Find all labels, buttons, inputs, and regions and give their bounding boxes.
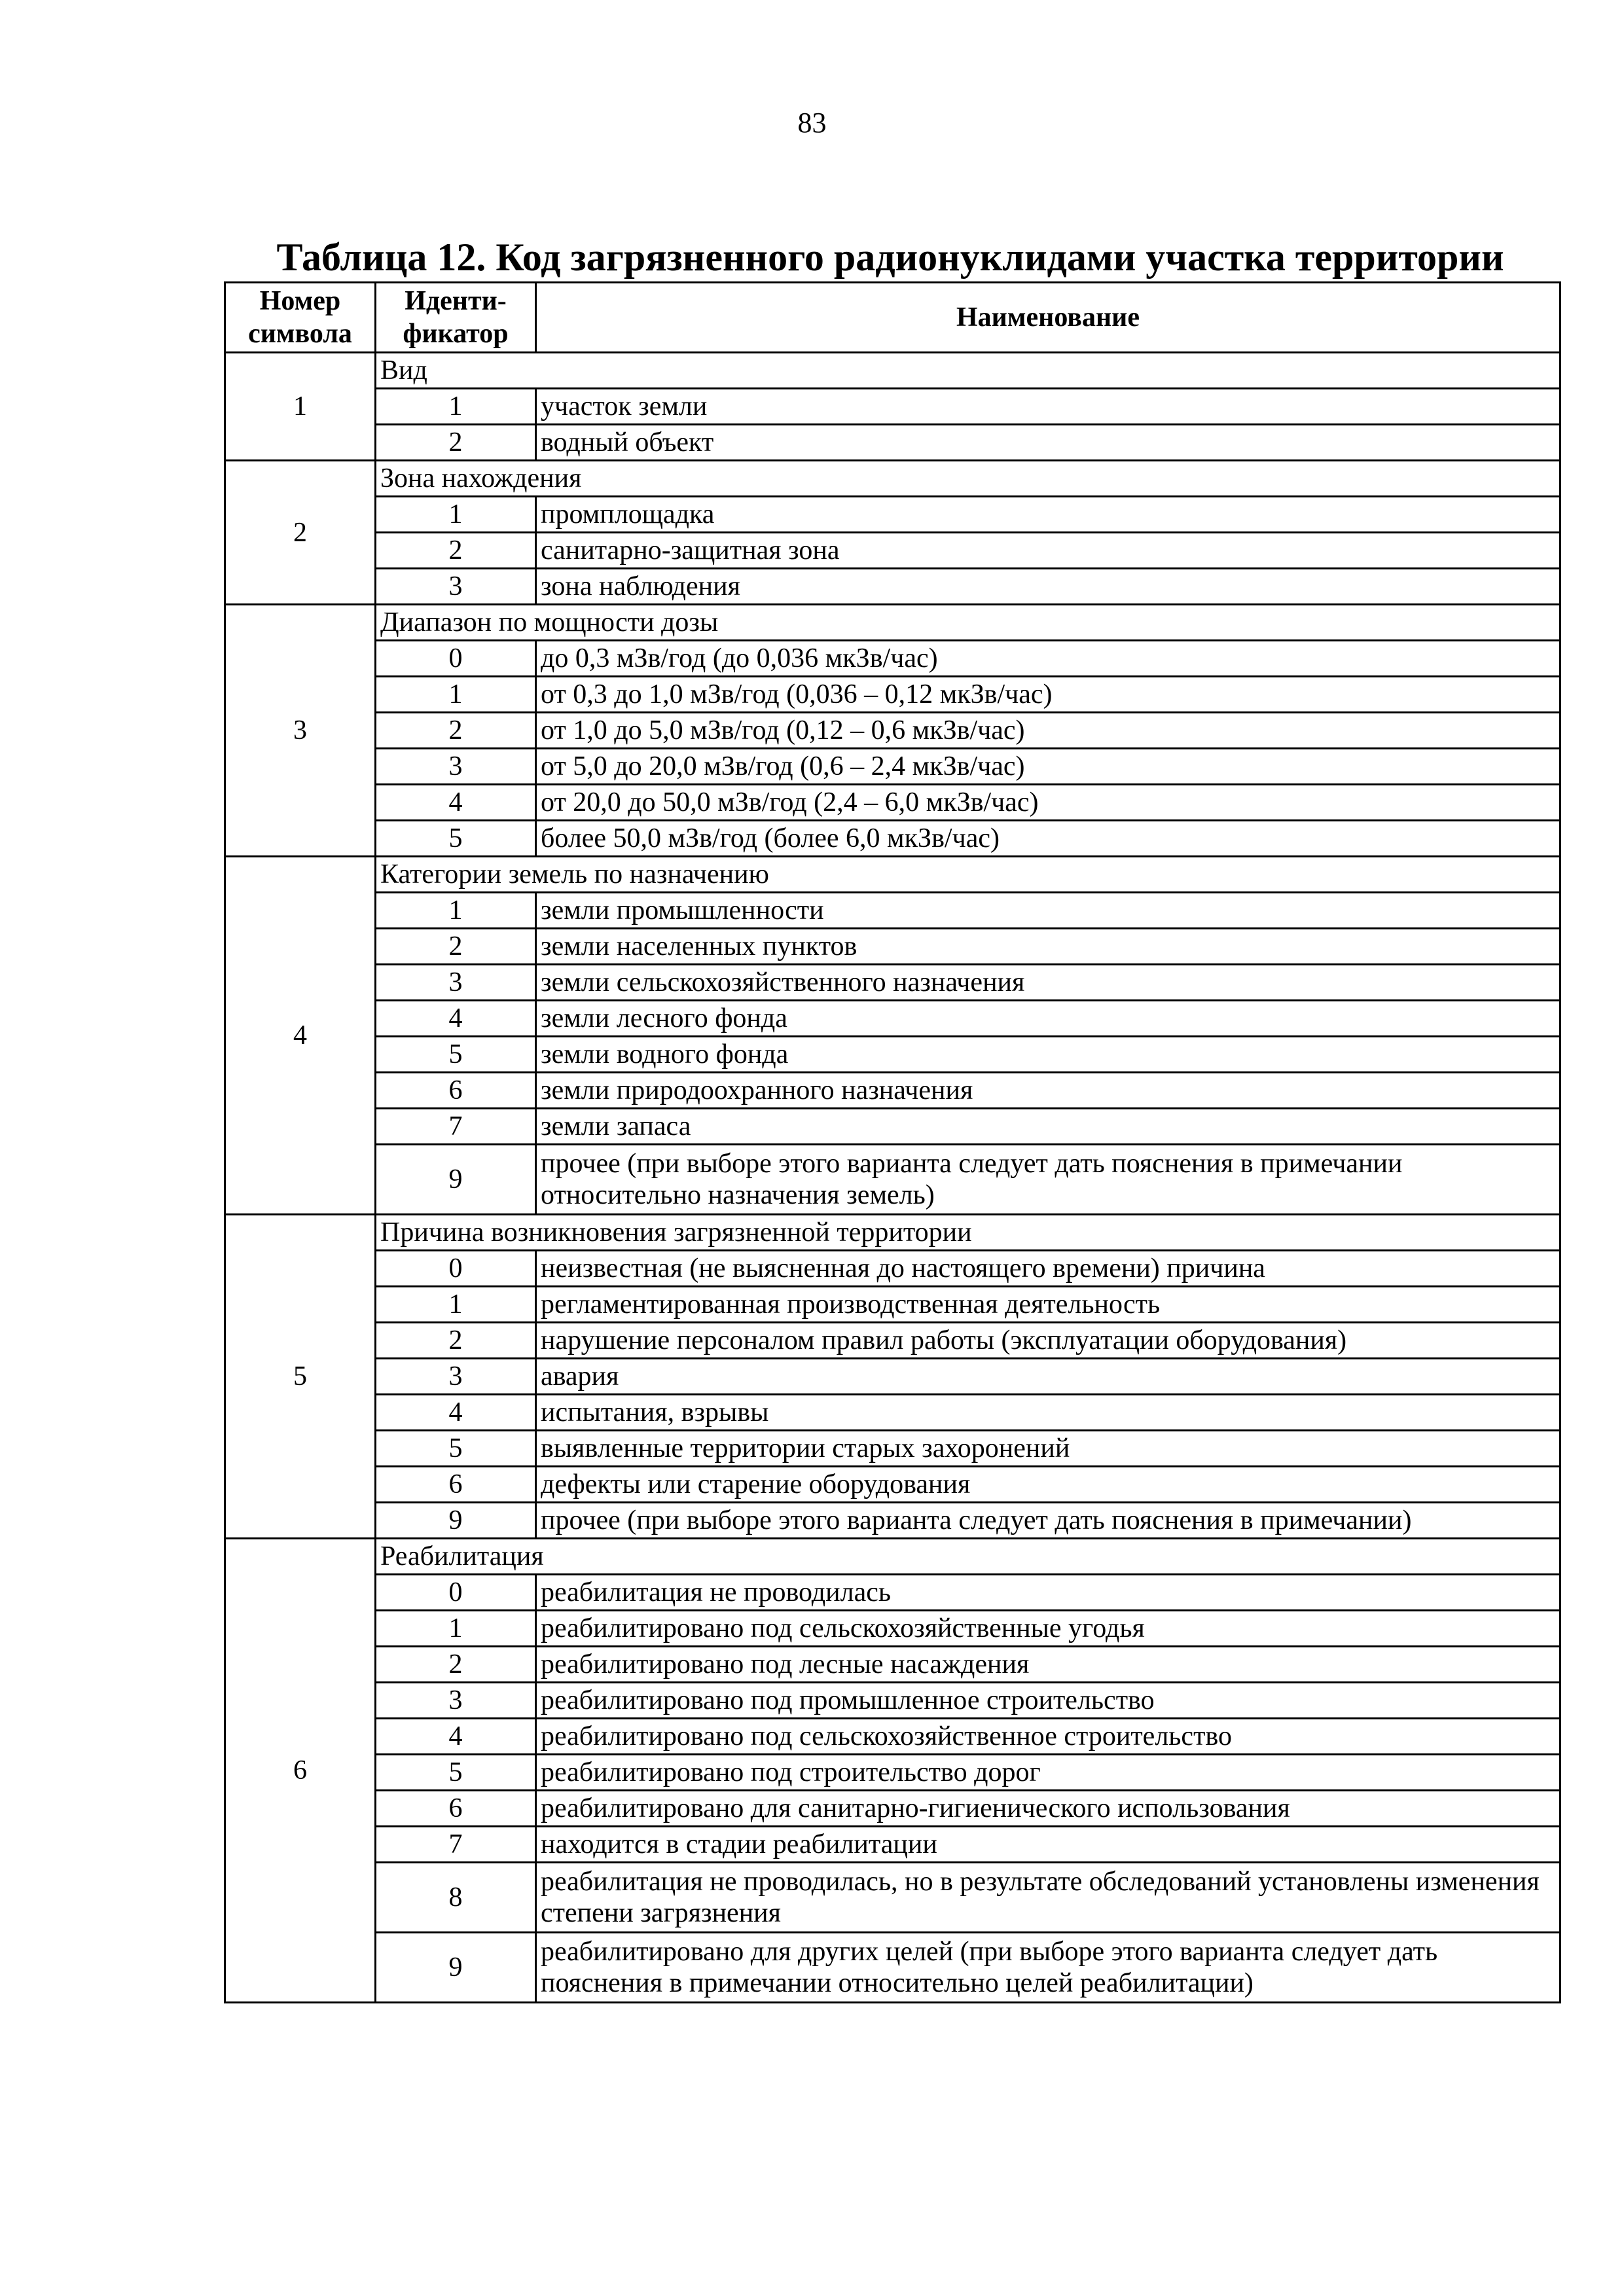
name-cell: прочее (при выборе этого варианта следует дать пояснения в примечании относительно назначения земель) — [536, 1145, 1561, 1215]
section-row — [225, 1539, 1561, 1575]
name-cell: земли лесного фонда — [536, 1001, 1561, 1037]
identifier-cell: 9 — [376, 1145, 536, 1215]
name-cell: водный объект — [536, 425, 1561, 461]
name-cell: реабилитировано под сельскохозяйственные угодья — [536, 1611, 1561, 1647]
name-cell: реабилитировано под сельскохозяйственное строительство — [536, 1719, 1561, 1755]
identifier-cell: 6 — [376, 1467, 536, 1503]
table-row — [225, 677, 1561, 713]
header-symbol-number: Номер символа — [225, 283, 376, 353]
table-row — [225, 1359, 1561, 1395]
section-row — [225, 353, 1561, 389]
section-row — [225, 605, 1561, 641]
table-row — [225, 425, 1561, 461]
name-cell: дефекты или старение оборудования — [536, 1467, 1561, 1503]
table-row — [225, 1323, 1561, 1359]
table-row — [225, 1037, 1561, 1073]
identifier-cell: 5 — [376, 1431, 536, 1467]
table-row — [225, 1395, 1561, 1431]
table-row — [225, 1251, 1561, 1287]
table-row — [225, 1683, 1561, 1719]
header-row — [225, 283, 1561, 353]
table-row — [225, 893, 1561, 929]
name-cell: земли промышленности — [536, 893, 1561, 929]
identifier-cell: 0 — [376, 641, 536, 677]
section-title-cell: Реабилитация — [376, 1539, 1561, 1575]
name-cell: от 0,3 до 1,0 мЗв/год (0,036 – 0,12 мкЗв/час) — [536, 677, 1561, 713]
header-name: Наименование — [536, 283, 1561, 353]
name-cell: регламентированная производственная деятельность — [536, 1287, 1561, 1323]
identifier-cell: 1 — [376, 497, 536, 533]
name-cell: участок земли — [536, 389, 1561, 425]
name-cell: реабилитировано под строительство дорог — [536, 1755, 1561, 1791]
identifier-cell: 5 — [376, 1755, 536, 1791]
name-cell: реабилитировано под лесные насаждения — [536, 1647, 1561, 1683]
table-row — [225, 1647, 1561, 1683]
table-row — [225, 1503, 1561, 1539]
symbol-number-cell: 2 — [225, 461, 376, 605]
name-cell: земли сельскохозяйственного назначения — [536, 965, 1561, 1001]
table-row — [225, 641, 1561, 677]
identifier-cell: 4 — [376, 1395, 536, 1431]
name-cell: авария — [536, 1359, 1561, 1395]
identifier-cell: 3 — [376, 965, 536, 1001]
table-row — [225, 1863, 1561, 1933]
table-row — [225, 1791, 1561, 1827]
table-row — [225, 713, 1561, 749]
identifier-cell: 9 — [376, 1933, 536, 2003]
name-cell: реабилитировано для других целей (при выборе этого варианта следует дать пояснения в примечании относительно целей реабилитации) — [536, 1933, 1561, 2003]
identifier-cell: 7 — [376, 1827, 536, 1863]
identifier-cell: 0 — [376, 1251, 536, 1287]
name-cell: нарушение персоналом правил работы (эксплуатации оборудования) — [536, 1323, 1561, 1359]
name-cell: земли запаса — [536, 1109, 1561, 1145]
table-body — [225, 353, 1561, 2003]
name-cell: земли населенных пунктов — [536, 929, 1561, 965]
table-title: Таблица 12. Код загрязненного радионуклидами участка территории — [276, 236, 1504, 279]
name-cell: земли водного фонда — [536, 1037, 1561, 1073]
identifier-cell: 2 — [376, 1323, 536, 1359]
table-row — [225, 1719, 1561, 1755]
header-identifier: Иденти-фикатор — [376, 283, 536, 353]
table-row — [225, 1001, 1561, 1037]
name-cell: реабилитировано под промышленное строительство — [536, 1683, 1561, 1719]
identifier-cell: 1 — [376, 1287, 536, 1323]
symbol-number-cell: 1 — [225, 353, 376, 461]
table-row — [225, 1933, 1561, 2003]
identifier-cell: 4 — [376, 785, 536, 821]
identifier-cell: 2 — [376, 1647, 536, 1683]
identifier-cell: 5 — [376, 821, 536, 857]
page-number: 83 — [797, 107, 827, 139]
name-cell: промплощадка — [536, 497, 1561, 533]
identifier-cell: 1 — [376, 677, 536, 713]
identifier-cell: 6 — [376, 1791, 536, 1827]
name-cell: земли природоохранного назначения — [536, 1073, 1561, 1109]
name-cell: неизвестная (не выясненная до настоящего времени) причина — [536, 1251, 1561, 1287]
name-cell: реабилитировано для санитарно-гигиенического использования — [536, 1791, 1561, 1827]
identifier-cell: 2 — [376, 929, 536, 965]
table-row — [225, 965, 1561, 1001]
identifier-cell: 4 — [376, 1719, 536, 1755]
identifier-cell: 2 — [376, 425, 536, 461]
name-cell: санитарно-защитная зона — [536, 533, 1561, 569]
symbol-number-cell: 3 — [225, 605, 376, 857]
identifier-cell: 3 — [376, 1683, 536, 1719]
identifier-cell: 2 — [376, 713, 536, 749]
section-row — [225, 1215, 1561, 1251]
identifier-cell: 3 — [376, 1359, 536, 1395]
table-row — [225, 1575, 1561, 1611]
table-row — [225, 1827, 1561, 1863]
section-title-cell: Вид — [376, 353, 1561, 389]
table-row — [225, 749, 1561, 785]
name-cell: испытания, взрывы — [536, 1395, 1561, 1431]
code-table — [224, 281, 1561, 2003]
table-row — [225, 1073, 1561, 1109]
identifier-cell: 3 — [376, 749, 536, 785]
table-row — [225, 1109, 1561, 1145]
identifier-cell: 1 — [376, 893, 536, 929]
identifier-cell: 1 — [376, 389, 536, 425]
table-row — [225, 821, 1561, 857]
identifier-cell: 8 — [376, 1863, 536, 1933]
section-title-cell: Диапазон по мощности дозы — [376, 605, 1561, 641]
symbol-number-cell: 4 — [225, 857, 376, 1215]
identifier-cell: 5 — [376, 1037, 536, 1073]
section-title-cell: Категории земель по назначению — [376, 857, 1561, 893]
table-row — [225, 1467, 1561, 1503]
table-row — [225, 1755, 1561, 1791]
identifier-cell: 9 — [376, 1503, 536, 1539]
name-cell: прочее (при выборе этого варианта следует дать пояснения в примечании) — [536, 1503, 1561, 1539]
identifier-cell: 0 — [376, 1575, 536, 1611]
name-cell: зона наблюдения — [536, 569, 1561, 605]
symbol-number-cell: 6 — [225, 1539, 376, 2003]
table-row — [225, 1145, 1561, 1215]
section-title-cell: Зона нахождения — [376, 461, 1561, 497]
name-cell: находится в стадии реабилитации — [536, 1827, 1561, 1863]
table-row — [225, 569, 1561, 605]
table-row — [225, 1431, 1561, 1467]
name-cell: от 5,0 до 20,0 мЗв/год (0,6 – 2,4 мкЗв/час) — [536, 749, 1561, 785]
identifier-cell: 3 — [376, 569, 536, 605]
table-row — [225, 497, 1561, 533]
section-row — [225, 461, 1561, 497]
table-row — [225, 1611, 1561, 1647]
identifier-cell: 6 — [376, 1073, 536, 1109]
name-cell: реабилитация не проводилась — [536, 1575, 1561, 1611]
section-title-cell: Причина возникновения загрязненной территории — [376, 1215, 1561, 1251]
symbol-number-cell: 5 — [225, 1215, 376, 1539]
table-row — [225, 785, 1561, 821]
name-cell: выявленные территории старых захоронений — [536, 1431, 1561, 1467]
name-cell: от 20,0 до 50,0 мЗв/год (2,4 – 6,0 мкЗв/час) — [536, 785, 1561, 821]
table-row — [225, 929, 1561, 965]
name-cell: от 1,0 до 5,0 мЗв/год (0,12 – 0,6 мкЗв/час) — [536, 713, 1561, 749]
name-cell: до 0,3 мЗв/год (до 0,036 мкЗв/час) — [536, 641, 1561, 677]
table-row — [225, 1287, 1561, 1323]
section-row — [225, 857, 1561, 893]
table-row — [225, 389, 1561, 425]
table-row — [225, 533, 1561, 569]
identifier-cell: 1 — [376, 1611, 536, 1647]
identifier-cell: 2 — [376, 533, 536, 569]
identifier-cell: 4 — [376, 1001, 536, 1037]
name-cell: более 50,0 мЗв/год (более 6,0 мкЗв/час) — [536, 821, 1561, 857]
identifier-cell: 7 — [376, 1109, 536, 1145]
name-cell: реабилитация не проводилась, но в результате обследований установлены изменения степени загрязнения — [536, 1863, 1561, 1933]
